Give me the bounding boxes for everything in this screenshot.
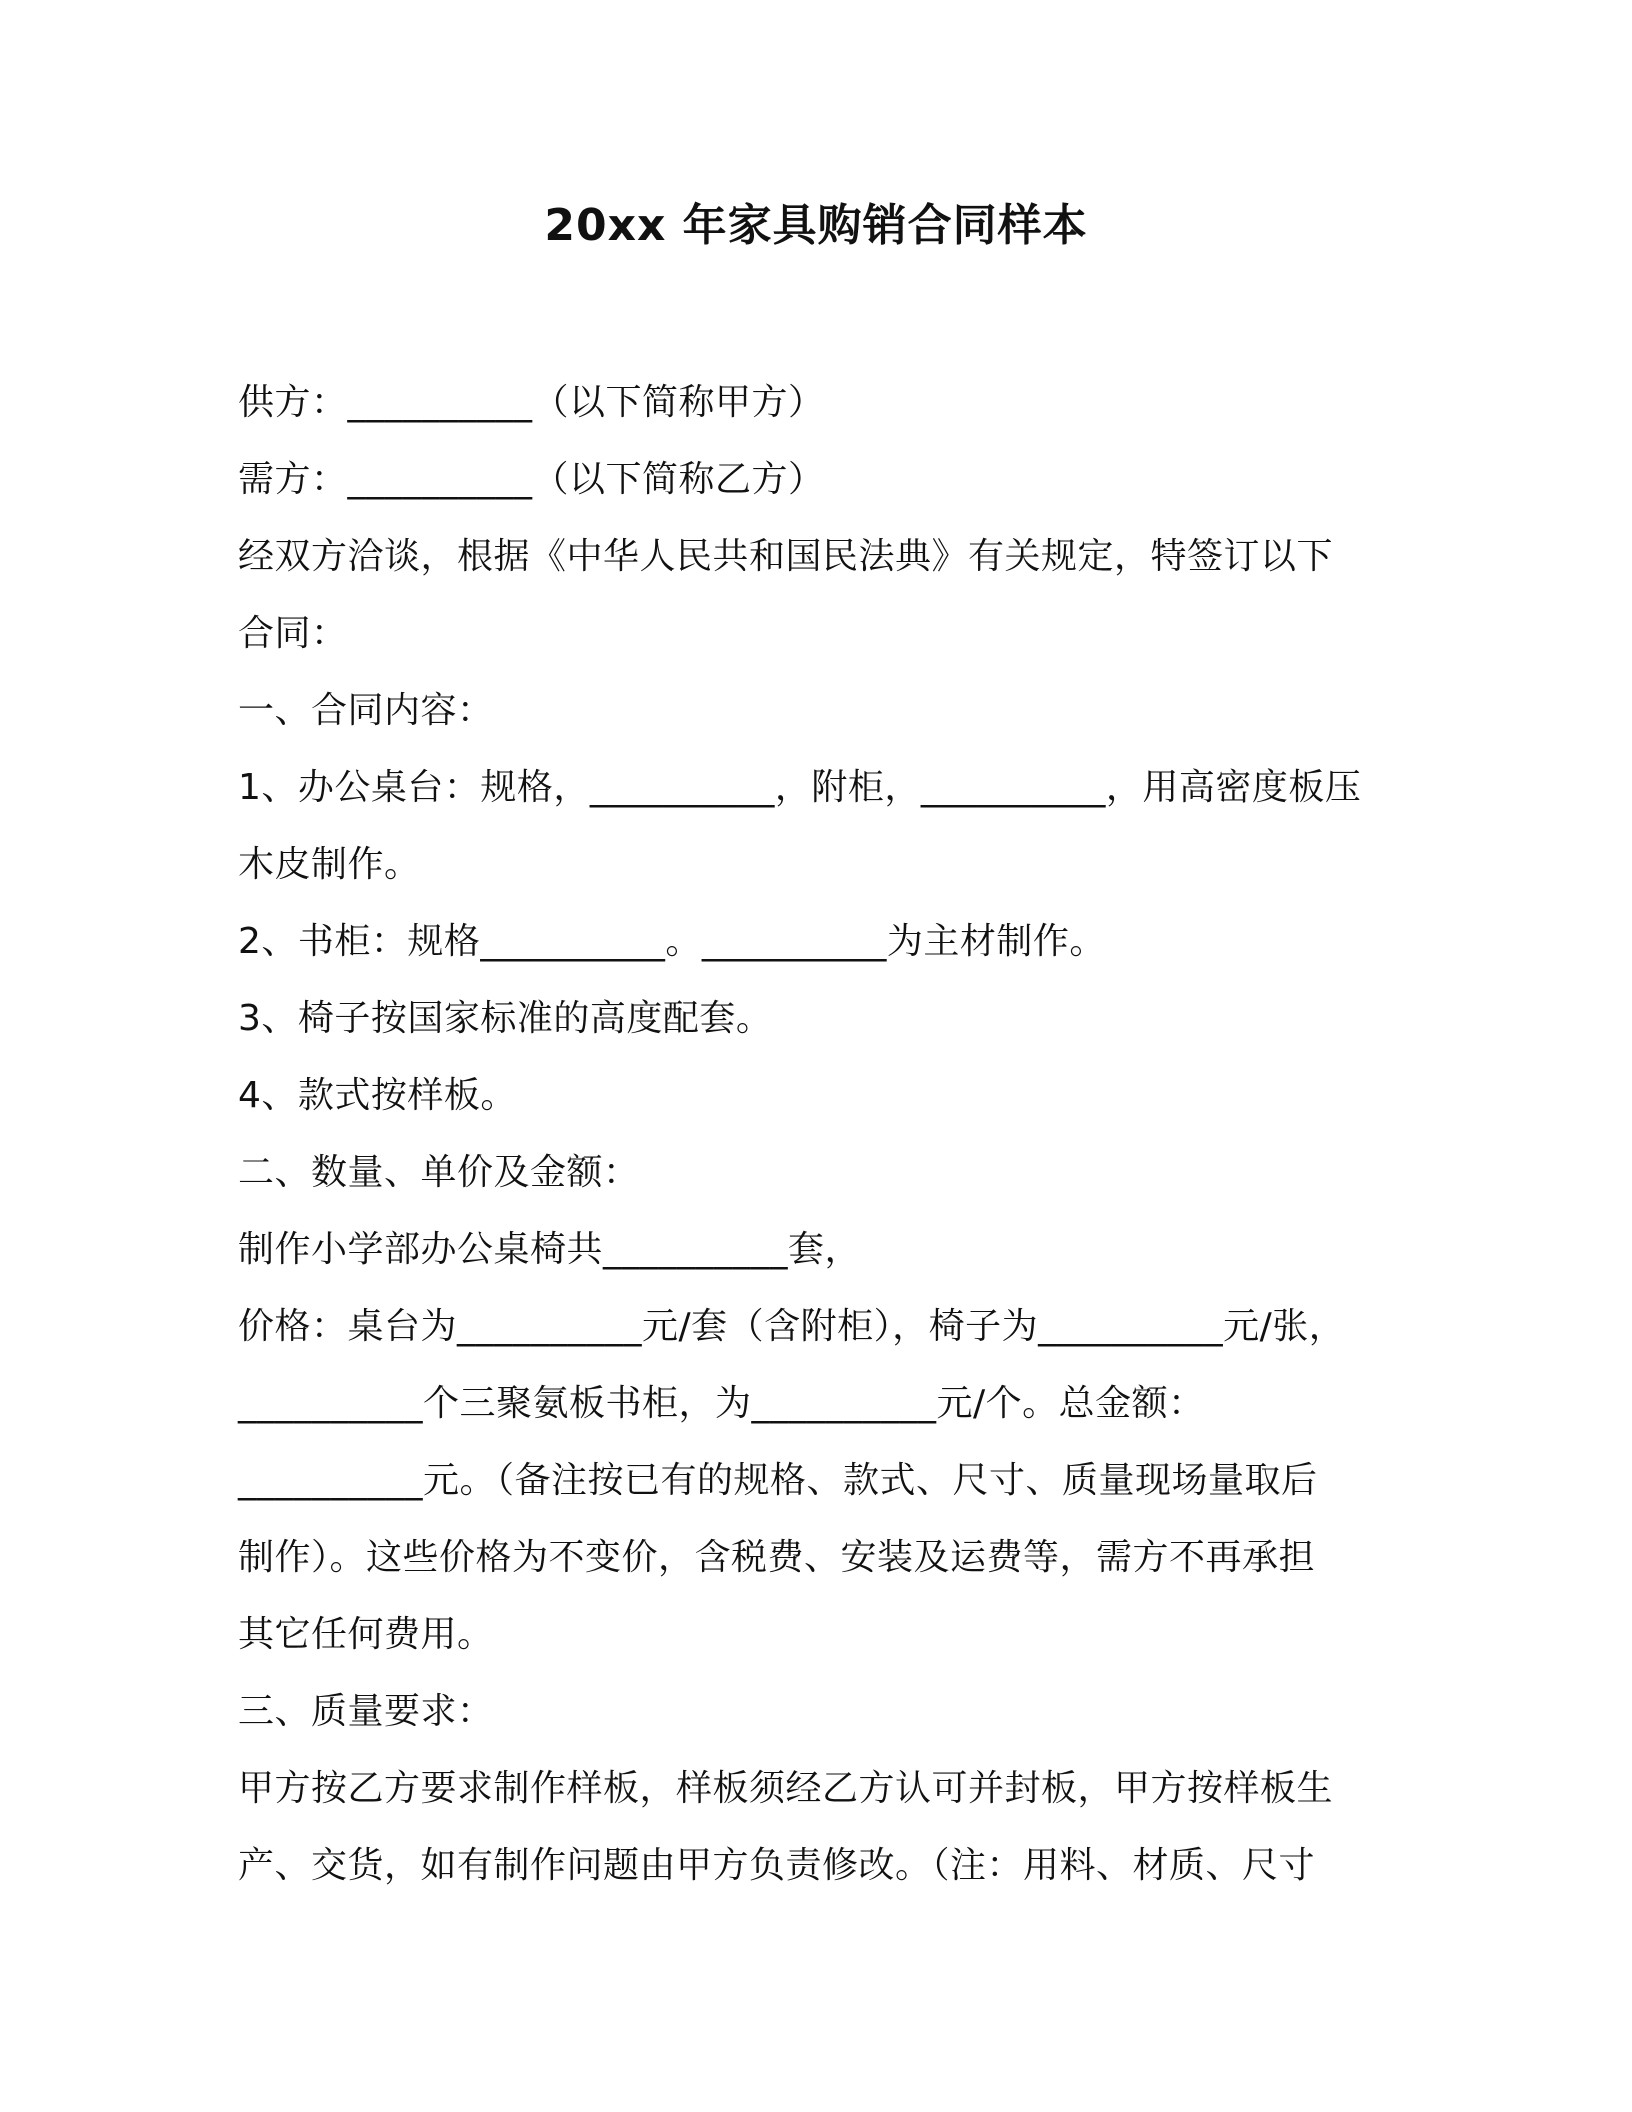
document-title: 20xx 年家具购销合同样本 (544, 200, 1088, 251)
body-line-quality: 甲方按乙方要求制作样板，样板须经乙方认可并封板，甲方按样板生 (238, 1768, 1334, 1809)
body-line-item-3: 3、椅子按国家标准的高度配套。 (238, 998, 773, 1039)
body-line-item-4: 4、款式按样板。 (238, 1075, 517, 1116)
body-line-supplier: 供方：__________（以下简称甲方） (238, 382, 825, 423)
body-line-price-cont-3: 制作）。这些价格为不变价，含税费、安装及运费等，需方不再承担 (238, 1537, 1316, 1578)
body-line-item-1-cont: 木皮制作。 (238, 844, 421, 885)
body-line-price: 价格：桌台为__________元/套（含附柜），椅子为__________元/张， (238, 1306, 1346, 1347)
body-line-quality-cont: 产、交货，如有制作问题由甲方负责修改。（注：用料、材质、尺寸 (238, 1845, 1316, 1886)
section-heading-contents: 一、合同内容： (238, 690, 494, 731)
body-line-buyer: 需方：__________（以下简称乙方） (238, 459, 825, 500)
section-heading-quality: 三、质量要求： (238, 1691, 494, 1732)
section-heading-quantity: 二、数量、单价及金额： (238, 1152, 640, 1193)
body-line-item-1: 1、办公桌台：规格，__________，附柜，__________，用高密度板压 (238, 767, 1362, 808)
body-line-item-2: 2、书柜：规格__________。__________为主材制作。 (238, 921, 1106, 962)
body-line-quantity: 制作小学部办公桌椅共__________套， (238, 1229, 862, 1270)
body-line-price-cont-2: __________元。（备注按已有的规格、款式、尺寸、质量现场量取后 (238, 1460, 1318, 1501)
body-line-preamble-cont: 合同： (238, 613, 348, 654)
body-line-price-cont-4: 其它任何费用。 (238, 1614, 494, 1655)
document-body (238, 364, 1398, 1904)
body-line-price-cont-1: __________个三聚氨板书柜，为__________元/个。总金额： (238, 1383, 1205, 1424)
body-line-preamble: 经双方洽谈，根据《中华人民共和国民法典》有关规定，特签订以下 (238, 536, 1334, 577)
